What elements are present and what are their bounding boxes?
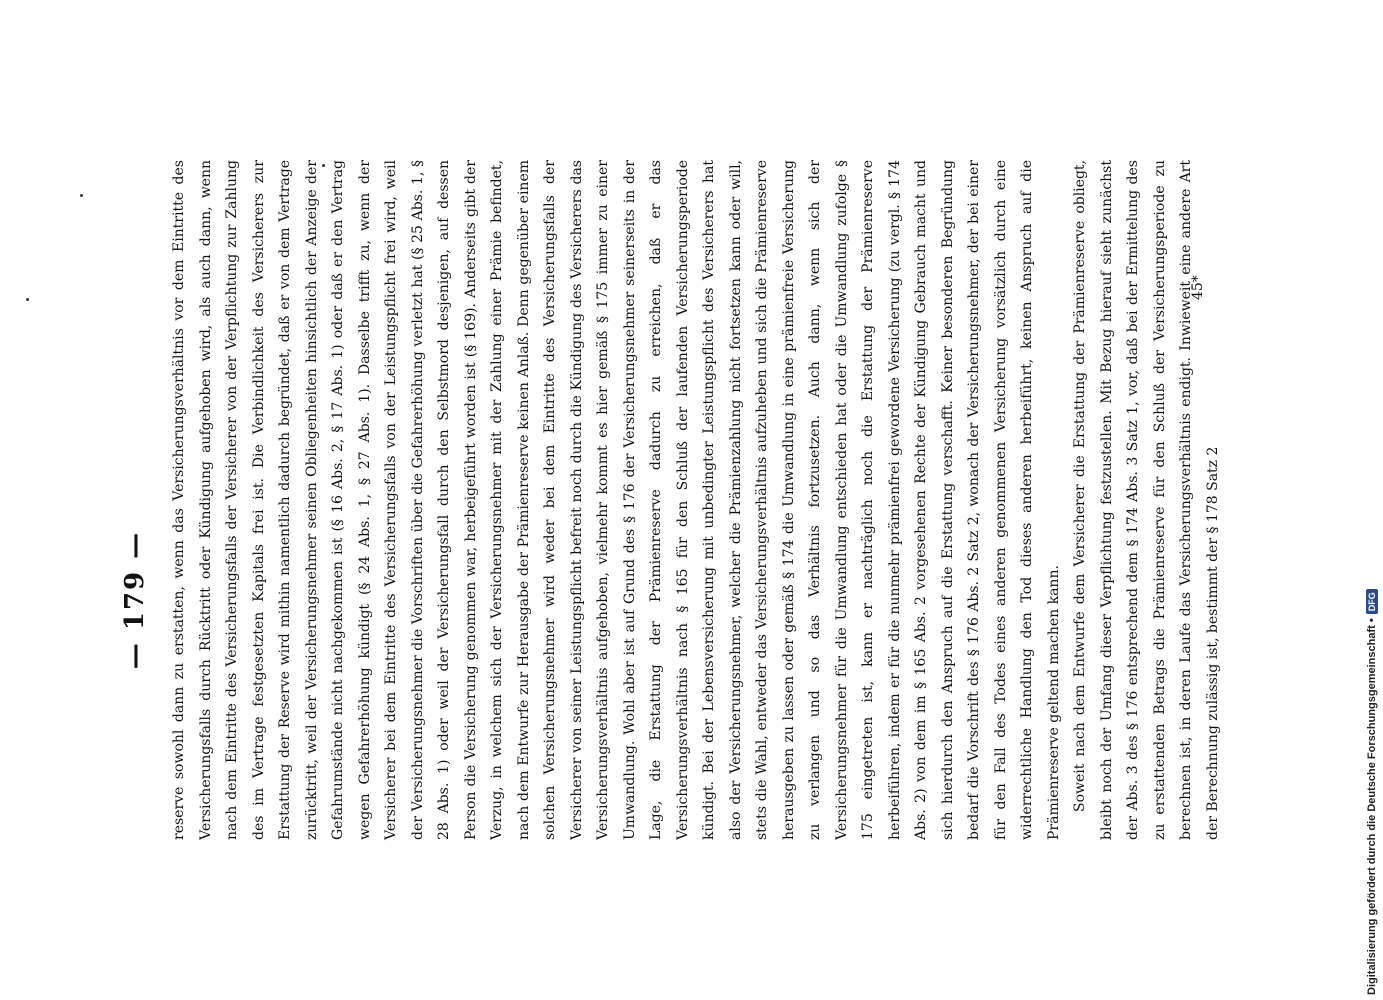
signature-mark: 45* [1190,275,1206,300]
credit-text: Digitalisierung gefördert durch die Deutsche Forschungsgemeinschaft • [1366,618,1378,995]
page-number-header: — 179 — [120,530,150,670]
digitization-credit [1366,589,1378,995]
paragraph: Soweit nach dem Entwurfe dem Versicherer die Erstattung der Prämienreserve obliegt, bleibt noch der Umfang dieser Verpflichtung festzustellen. Mit Bezug hierauf sieht zunächst der Abs. 3 des § 176 entsprechend dem § 174 Abs. 3 Satz 1, vor, daß bei der Ermittelung des zu erstattenden Betrags die Prämienreserve für den Schluß der Versicherungsperiode zu berechnen ist, in deren Laufe das Versicherungsverhältnis endigt. Inwieweit eine andere Art der Berechnung zulässig ist, bestimmt der § 178 Satz 2 [1072,160,1221,840]
dfg-logo: DFG [1366,589,1378,614]
scan-speck [80,194,83,197]
scanned-page [120,160,1221,1000]
scan-speck [26,298,29,301]
paragraph: reserve sowohl dann zu erstatten, wenn das Versicherungsverhältnis vor dem Eintritte des Versicherungsfalls durch Rücktritt oder Kündigung aufgehoben wird, als auch dann, wenn nach dem Eintritte des Versicherungsfalls der Versicherer von der Verpflichtung zur Zahlung des im Vertrage festgesetzten Kapitals frei ist. Die Verbindlichkeit des Versicherers zur Erstattung der Reserve wird mithin namentlich dadurch begründet, daß er von dem Vertrage zurücktritt, weil der Versicherungsnehmer seinen Obliegenheiten hinsichtlich der Anzeige der Gefahrumstände nicht nachgekommen ist (§ 16 Abs. 2, § 17 Abs. 1) oder daß er den Vertrag wegen Gefahrerhöhung kündigt (§ 24 Abs. 1, § 27 Abs. 1). Dasselbe trifft zu, wenn der Versicherer bei dem Eintritte des Versicherungsfalls von der Leistungspflicht frei wird, weil der Versicherungsnehmer die Vorschriften über die Gefahrerhöhung verletzt hat (§ 25 Abs. 1, § 28 Abs. 1) oder weil der Versicherungsfall durch den Selbstmord desjenigen, auf dessen Person die Versicherung genommen war, herbeigeführt worden ist (§ 169). Anderseits gibt der Verzug, in welchem sich der Versicherungsnehmer mit der Zahlung einer Prämie befindet, nach dem Entwurfe zur Herausgabe der Prämienreserve keinen Anlaß. Denn gegenüber einem solchen Versicherungsnehmer wird weder bei dem Eintritte des Versicherungsfalls der Versicherer von seiner Leistungspflicht befreit noch durch die Kündigung des Versicherers das Versicherungsverhältnis aufgehoben, vielmehr kommt es hier gemäß § 175 immer zu einer Umwandlung. Wohl aber ist auf Grund des § 176 der Versicherungsnehmer seinerseits in der Lage, die Erstattung der Prämienreserve dadurch zu erreichen, daß er das Versicherungsverhältnis nach § 165 für den Schluß der laufenden Versicherungsperiode kündigt. Bei der Lebensversicherung mit unbedingter Leistungspflicht des Versicherers hat also der Versicherungsnehmer, welcher die Prämienzahlung nicht fortsetzen kann oder will, stets die Wahl, entweder das Versicherungsverhältnis aufzuheben und sich die Prämienreserve herausgeben zu lassen oder gemäß § 174 die Umwandlung in eine prämienfreie Versicherung zu verlangen und so das Verhältnis fortzusetzen. Auch dann, wenn sich der Versicherungsnehmer für die Umwandlung entschieden hat oder die Umwandlung zufolge § 175 eingetreten ist, kann er nachträglich noch die Erstattung der Prämienreserve herbeiführen, indem er für die nunmehr prämienfrei gewordene Versicherung (zu vergl. § 174 Abs. 2) von dem im § 165 Abs. 2 vorgesehenen Rechte der Kündigung Gebrauch macht und sich hierdurch den Anspruch auf die Erstattung verschafft. Keiner besonderen Begründung bedarf die Vorschrift des § 176 Abs. 2 Satz 2, wonach der Versicherungsnehmer, der bei einer für den Fall des Todes eines anderen genommenen Versicherung vorsätzlich durch eine widerrechtliche Handlung den Tod dieses anderen herbeiführt, keinen Anspruch auf die Prämienreserve geltend machen kann. [171,160,1062,840]
scan-speck [322,164,325,167]
